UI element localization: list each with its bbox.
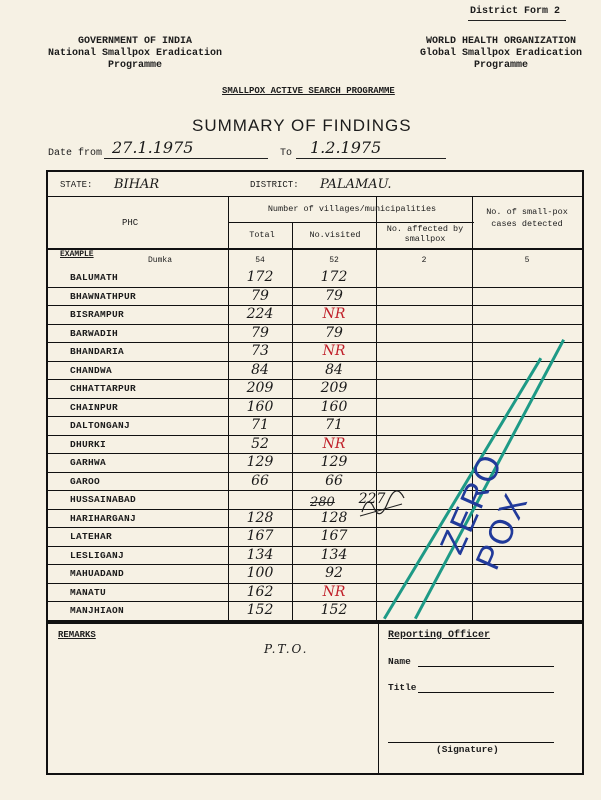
table-row-visited: 152 <box>320 602 348 618</box>
table-row-total: 162 <box>246 583 274 600</box>
table-row-total: 160 <box>246 398 274 415</box>
table-row-phc: BALUMATH <box>70 272 119 283</box>
table-row-visited: 79 <box>325 324 343 341</box>
table-row-phc: CHAINPUR <box>70 401 119 413</box>
page-title: SUMMARY OF FINDINGS <box>192 116 412 135</box>
table-row-total: 100 <box>246 565 274 581</box>
state-label: STATE: <box>60 180 93 190</box>
findings-table <box>46 170 584 623</box>
table-row-total: 134 <box>246 546 274 563</box>
rule-villages <box>228 222 474 223</box>
table-row-visited: 66 <box>325 472 343 489</box>
table-row-total: 79 <box>251 324 269 341</box>
header-left-line-1: GOVERNMENT OF INDIA <box>78 36 193 47</box>
table-row-phc: MANJHIAON <box>70 605 125 616</box>
table-row-phc: LESLIGANJ <box>70 549 125 561</box>
remarks-text: P.T.O. <box>264 642 309 656</box>
table-row-phc: GAROO <box>70 475 101 487</box>
table-row-visited: 128 <box>320 509 348 526</box>
table-row-total: 84 <box>251 361 269 378</box>
example-visited: 52 <box>329 256 339 265</box>
header-right <box>420 36 582 72</box>
table-row-phc: HARIHARGANJ <box>70 512 137 524</box>
header-left-line-3: Programme <box>108 60 163 71</box>
reporting-officer-label: Reporting Officer <box>388 630 491 641</box>
header-left-line-2: National Smallpox Eradication <box>48 48 223 59</box>
table-row-phc: BISRAMPUR <box>70 309 125 320</box>
example-label: EXAMPLE <box>60 250 94 259</box>
rule-header <box>48 248 582 250</box>
table-row-phc: MAHUADAND <box>70 568 125 579</box>
initials-scribble <box>358 490 408 520</box>
table-row-visited: 167 <box>320 528 348 544</box>
table-row-total: 128 <box>246 509 274 526</box>
table-row-total: 71 <box>251 417 269 433</box>
table-row-total: 209 <box>246 380 274 396</box>
table-row-visited: NR <box>322 306 346 322</box>
table-row-total: 52 <box>251 435 269 452</box>
table-row-visited: 84 <box>325 361 343 378</box>
table-row-phc: DHURKI <box>70 438 107 450</box>
col-phc: PHC <box>122 218 139 228</box>
table-row-total: 73 <box>251 343 269 359</box>
zero-pox-stamp: ZERO POX <box>433 446 537 576</box>
table-row-visited: 92 <box>325 565 343 581</box>
col-total: Total <box>249 230 275 240</box>
program-title: SMALLPOX ACTIVE SEARCH PROGRAMME <box>222 86 395 96</box>
table-row-visited: 227 <box>358 491 386 507</box>
table-row-visited: 134 <box>320 546 348 563</box>
table-row-phc: CHANDWA <box>70 364 113 376</box>
header-left <box>48 36 222 72</box>
name-label: Name <box>388 656 411 667</box>
table-row-phc: MANATU <box>70 586 107 598</box>
col-visited: No.visited <box>309 230 361 240</box>
header-right-line-1: WORLD HEALTH ORGANIZATION <box>426 36 577 47</box>
district-value: PALAMAU. <box>320 177 392 192</box>
table-row-phc: LATEHAR <box>70 531 113 542</box>
table-row-total: 129 <box>246 454 274 470</box>
title-line <box>418 692 554 693</box>
table-row-phc: BHANDARIA <box>70 346 125 357</box>
date-from-line <box>104 158 268 159</box>
table-row-visited: NR <box>322 435 346 452</box>
col-villages: Number of villages/municipalities <box>267 204 437 214</box>
example-phc: Dumka <box>148 256 173 265</box>
table-row-total: 167 <box>246 528 274 544</box>
rule-remarks <box>378 624 379 773</box>
example-cases: 5 <box>524 256 530 265</box>
state-value: BIHAR <box>114 177 160 192</box>
date-to-value: 1.2.1975 <box>310 138 382 157</box>
table-row-phc: CHHATTARPUR <box>70 383 137 394</box>
table-row-total: 66 <box>251 472 269 489</box>
table-row-visited: 79 <box>325 287 343 304</box>
table-row-visited: NR <box>322 343 346 359</box>
table-row-total: 224 <box>246 306 274 322</box>
form-tag-rule <box>468 20 566 21</box>
table-row-visited: 209 <box>320 380 348 396</box>
remarks-section <box>46 622 584 775</box>
table-row-total: 152 <box>246 602 274 618</box>
date-from-label: Date from <box>48 148 103 159</box>
row-rule <box>48 620 582 621</box>
table-row-visited: 71 <box>325 417 343 433</box>
table-row-visited: 172 <box>320 269 348 285</box>
example-total: 54 <box>255 256 265 265</box>
title-label: Title <box>388 682 417 693</box>
signature-label: (Signature) <box>436 744 499 755</box>
col-cases: No. of small-pox cases detected <box>486 207 568 229</box>
district-label: DISTRICT: <box>250 180 299 190</box>
hussainabad-struck-value: 280 <box>310 495 335 510</box>
name-line <box>418 666 554 667</box>
signature-line <box>388 742 554 743</box>
table-row-total: 172 <box>246 269 274 285</box>
col-affected: No. affected by smallpox <box>386 224 464 244</box>
header-right-line-3: Programme <box>474 60 529 71</box>
date-to-line <box>296 158 446 159</box>
table-row-phc: BHAWNATHPUR <box>70 290 137 302</box>
rule-state <box>48 196 582 197</box>
table-row-phc: BARWADIH <box>70 327 119 339</box>
remarks-label: REMARKS <box>58 630 96 640</box>
form-tag: District Form 2 <box>470 6 561 17</box>
table-row-phc: GARHWA <box>70 457 107 468</box>
date-to-label: To <box>280 148 293 159</box>
header-right-line-2: Global Smallpox Eradication <box>420 48 583 59</box>
table-row-visited: 160 <box>320 398 348 415</box>
table-row-phc: HUSSAINABAD <box>70 494 137 505</box>
date-from-value: 27.1.1975 <box>112 138 194 157</box>
table-row-visited: 129 <box>320 454 348 470</box>
example-affected: 2 <box>421 256 427 265</box>
table-row-phc: DALTONGANJ <box>70 420 131 431</box>
table-row-visited: NR <box>322 583 346 600</box>
table-row-total: 79 <box>251 287 269 304</box>
